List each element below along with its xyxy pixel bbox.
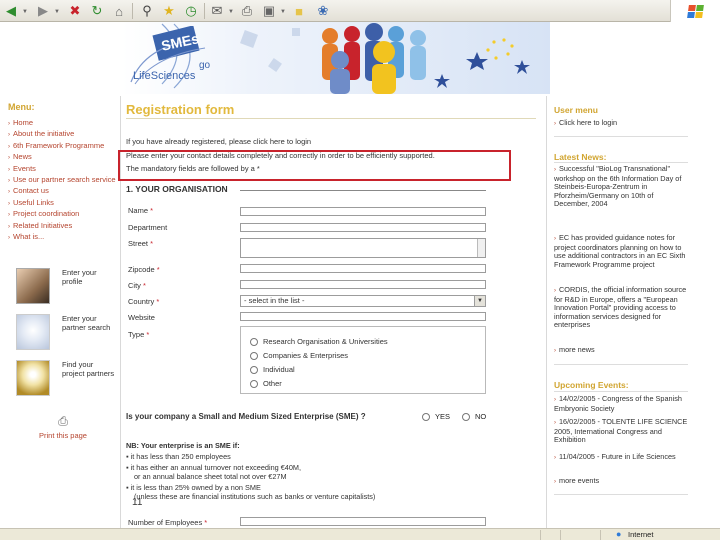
print-page-link[interactable] bbox=[28, 414, 98, 440]
search-icon[interactable]: ⚲ bbox=[142, 3, 152, 18]
messenger-icon[interactable]: ❀ bbox=[317, 3, 329, 18]
chevron-right-icon: › bbox=[8, 200, 10, 207]
chevron-right-icon: › bbox=[554, 397, 556, 403]
menu-item[interactable] bbox=[8, 221, 118, 232]
right-divider bbox=[546, 96, 547, 530]
menu-item[interactable] bbox=[8, 232, 118, 243]
section-rule bbox=[240, 190, 486, 191]
menu-item-label: Contact us bbox=[13, 186, 49, 196]
status-zone-text: Internet bbox=[628, 530, 654, 539]
login-link[interactable]: › Click here to login bbox=[554, 118, 617, 127]
sme-bullet: ▪ it has either an annual turnover not exceeding €40M, bbox=[126, 463, 301, 472]
back-icon[interactable]: ◀ bbox=[6, 3, 16, 18]
history-icon[interactable]: ◷ bbox=[185, 3, 197, 18]
sme-yes-option[interactable]: YES bbox=[422, 412, 450, 421]
page-title: Registration form bbox=[126, 102, 235, 117]
toolbar-separator bbox=[204, 3, 205, 19]
edit-dropdown-icon[interactable]: ▼ bbox=[280, 9, 286, 15]
events-title: Upcoming Events: bbox=[554, 380, 629, 390]
city-input[interactable] bbox=[240, 280, 486, 289]
chevron-right-icon: › bbox=[8, 143, 10, 150]
login-link-text[interactable]: If you have already registered, please click here to login bbox=[126, 137, 312, 146]
status-divider bbox=[540, 530, 541, 540]
sme-bullet: ▪ it is less than 25% owned by a non SME bbox=[126, 483, 261, 492]
logo-lifesciences-text: LifeSciences bbox=[133, 70, 196, 82]
menu-item-label: Home bbox=[13, 118, 34, 127]
label-country: Country * bbox=[128, 297, 160, 306]
type-option-research[interactable]: Research Organisation & Universities bbox=[250, 337, 388, 346]
news-item[interactable]: › EC has provided guidance notes for project coordinators planning on how to use additional contractors in an EC Sixth Framework Programme project bbox=[554, 233, 686, 269]
more-events-link[interactable]: › more events bbox=[554, 476, 600, 485]
printer-icon: ⎙ bbox=[58, 414, 68, 428]
people-illustration bbox=[300, 22, 550, 94]
website-input[interactable] bbox=[240, 312, 486, 321]
event-item[interactable]: › 16/02/2005 - TOLENTE LIFE SCIENCE 2005, International Congress and Exhibition bbox=[554, 417, 688, 445]
user-menu-title: User menu bbox=[554, 105, 598, 115]
menu-item-label: What is... bbox=[13, 232, 45, 242]
chevron-right-icon: › bbox=[8, 132, 10, 139]
chevron-right-icon: › bbox=[8, 212, 10, 219]
rule bbox=[554, 136, 688, 137]
label-name: Name * bbox=[128, 206, 154, 215]
menu-item-label: Project coordination bbox=[13, 209, 80, 219]
chevron-right-icon: › bbox=[554, 348, 556, 354]
chevron-down-icon[interactable]: ▼ bbox=[474, 296, 485, 306]
logo-go-text: go bbox=[199, 60, 211, 71]
sme-bullet: ▪ it has less than 250 employees bbox=[126, 452, 231, 461]
promo-enter-profile[interactable] bbox=[8, 268, 116, 310]
menu-title: Menu: bbox=[8, 102, 35, 112]
radio-button[interactable] bbox=[462, 413, 470, 421]
news-title: Latest News: bbox=[554, 152, 607, 162]
label-employees: Number of Employees * bbox=[128, 518, 208, 527]
promo-label: Enter your partner search bbox=[62, 314, 111, 332]
status-bar bbox=[0, 528, 720, 540]
favorites-icon[interactable]: ★ bbox=[163, 3, 175, 18]
chevron-right-icon: › bbox=[8, 155, 10, 162]
mandatory-note: The mandatory fields are followed by a * bbox=[126, 164, 260, 173]
event-item[interactable]: › 11/04/2005 - Future in Life Sciences bbox=[554, 452, 676, 461]
label-department: Department bbox=[128, 223, 168, 232]
chevron-right-icon: › bbox=[8, 121, 10, 127]
title-rule bbox=[126, 118, 536, 119]
menu-item[interactable] bbox=[8, 129, 118, 140]
forward-icon[interactable]: ▶ bbox=[38, 3, 48, 18]
menu-item-label: 6th Framework Programme bbox=[13, 140, 105, 150]
back-dropdown-icon[interactable]: ▼ bbox=[22, 9, 28, 15]
menu-item-label: Related Initiatives bbox=[13, 220, 73, 230]
stop-icon[interactable]: ✖ bbox=[69, 3, 81, 18]
chevron-right-icon: › bbox=[8, 178, 10, 185]
radio-button[interactable] bbox=[250, 366, 258, 374]
refresh-icon[interactable]: ↻ bbox=[91, 3, 103, 18]
chevron-right-icon: › bbox=[554, 167, 556, 173]
promo-partner-search[interactable] bbox=[8, 314, 116, 356]
people-graphic bbox=[300, 22, 550, 94]
menu-item-label: About the initiative bbox=[13, 129, 75, 139]
radio-button[interactable] bbox=[250, 352, 258, 360]
zipcode-input[interactable] bbox=[240, 264, 486, 273]
radio-button[interactable] bbox=[250, 380, 258, 388]
highlight-box bbox=[118, 150, 511, 181]
logo-smes-text: SMEs bbox=[159, 30, 201, 54]
chevron-right-icon: › bbox=[554, 236, 556, 242]
home-icon[interactable]: ⌂ bbox=[115, 3, 123, 19]
menu-item[interactable] bbox=[8, 164, 118, 175]
sme-bullet: (unless these are financial institutions such as banks or venture capitalists) bbox=[134, 492, 376, 501]
profile-face-image bbox=[16, 268, 50, 304]
menu-item-label: Use our partner search service bbox=[13, 175, 116, 185]
mail-dropdown-icon[interactable]: ▼ bbox=[228, 9, 234, 15]
chevron-right-icon: › bbox=[8, 189, 10, 196]
menu-item[interactable] bbox=[8, 186, 118, 197]
browser-toolbar bbox=[0, 0, 720, 22]
promo-find-partners[interactable] bbox=[8, 360, 116, 402]
label-website: Website bbox=[128, 313, 155, 322]
radio-button[interactable] bbox=[422, 413, 430, 421]
menu-item[interactable] bbox=[8, 118, 118, 129]
menu-item[interactable] bbox=[8, 209, 118, 220]
radio-button[interactable] bbox=[250, 338, 258, 346]
chevron-right-icon: › bbox=[554, 288, 556, 294]
lightbulb-image bbox=[16, 314, 50, 350]
menu-item[interactable] bbox=[8, 152, 118, 163]
sme-note: NB: Your enterprise is an SME if: bbox=[126, 441, 240, 450]
sme-question: Is your company a Small and Medium Sized Enterprise (SME) ? bbox=[126, 412, 366, 421]
forward-dropdown-icon[interactable]: ▼ bbox=[54, 9, 60, 15]
promo-label: Enter your profile bbox=[62, 268, 97, 286]
globe-icon: ● bbox=[616, 529, 622, 539]
print-label: Print this page bbox=[39, 431, 87, 440]
name-input[interactable] bbox=[240, 207, 486, 216]
status-divider bbox=[560, 530, 561, 540]
sme-no-option[interactable]: NO bbox=[462, 412, 486, 421]
rule bbox=[554, 162, 688, 163]
section-title: 1. YOUR ORGANISATION bbox=[126, 184, 228, 194]
menu-item[interactable] bbox=[8, 141, 118, 152]
compass-image bbox=[16, 360, 50, 396]
promo-label: Find your project partners bbox=[62, 360, 115, 378]
chevron-right-icon: › bbox=[8, 166, 10, 173]
street-textarea[interactable] bbox=[240, 238, 486, 258]
site-header bbox=[0, 22, 720, 94]
menu-item-label: News bbox=[13, 152, 32, 162]
print-icon[interactable]: ⎙ bbox=[241, 3, 253, 18]
street-scrollbar[interactable] bbox=[477, 239, 485, 257]
instruction-text: Please enter your contact details completely and correctly in order to be efficiently supported. bbox=[126, 151, 435, 160]
label-type: Type * bbox=[128, 330, 150, 339]
discuss-icon[interactable]: ■ bbox=[295, 3, 303, 19]
mail-icon[interactable]: ✉ bbox=[211, 3, 223, 18]
menu-list bbox=[8, 118, 118, 243]
rule bbox=[554, 494, 688, 495]
type-option-other[interactable]: Other bbox=[250, 379, 282, 388]
label-street: Street * bbox=[128, 239, 154, 248]
rule bbox=[554, 364, 688, 365]
chevron-right-icon: › bbox=[8, 235, 10, 242]
menu-item[interactable] bbox=[8, 198, 118, 209]
page-number: 11 bbox=[132, 497, 143, 508]
chevron-right-icon: › bbox=[554, 479, 556, 485]
chevron-right-icon: › bbox=[8, 223, 10, 230]
left-menu bbox=[8, 102, 118, 243]
status-divider bbox=[600, 530, 601, 540]
more-news-link[interactable]: › more news bbox=[554, 345, 595, 354]
site-logo[interactable] bbox=[125, 26, 223, 88]
header-right-area bbox=[550, 22, 720, 94]
event-item[interactable]: › 14/02/2005 - Congress of the Spanish Embryonic Society bbox=[554, 394, 682, 413]
edit-icon[interactable]: ▣ bbox=[262, 3, 276, 18]
country-select[interactable]: - select in the list - ▼ bbox=[240, 295, 486, 307]
sme-bullet: or an annual balance sheet total not over €27M bbox=[134, 472, 287, 481]
department-input[interactable] bbox=[240, 223, 486, 232]
menu-item-label: Events bbox=[13, 163, 36, 173]
windows-logo-icon bbox=[670, 0, 720, 22]
rule bbox=[554, 391, 688, 392]
toolbar-separator bbox=[132, 3, 133, 19]
chevron-right-icon: › bbox=[554, 420, 556, 426]
chevron-right-icon: › bbox=[554, 455, 556, 461]
menu-item-label: Useful Links bbox=[13, 197, 54, 207]
label-city: City * bbox=[128, 281, 146, 290]
news-item[interactable]: › Successful "BioLog Transnational" workshop on the 6th Information Day of Steinbeis-Europa-Zentrum in Pforzheim/Germany on 10th of December, 2004 bbox=[554, 164, 682, 209]
menu-item[interactable] bbox=[8, 175, 118, 186]
type-option-companies[interactable]: Companies & Enterprises bbox=[250, 351, 348, 360]
employees-input[interactable] bbox=[240, 517, 486, 526]
news-item[interactable]: › CORDIS, the official information source for R&D in Europe, offers a "European Innovation Portal" providing access to information services designed for enterprises bbox=[554, 285, 687, 330]
type-option-individual[interactable]: Individual bbox=[250, 365, 295, 374]
chevron-right-icon: › bbox=[554, 121, 556, 127]
label-zipcode: Zipcode * bbox=[128, 265, 160, 274]
